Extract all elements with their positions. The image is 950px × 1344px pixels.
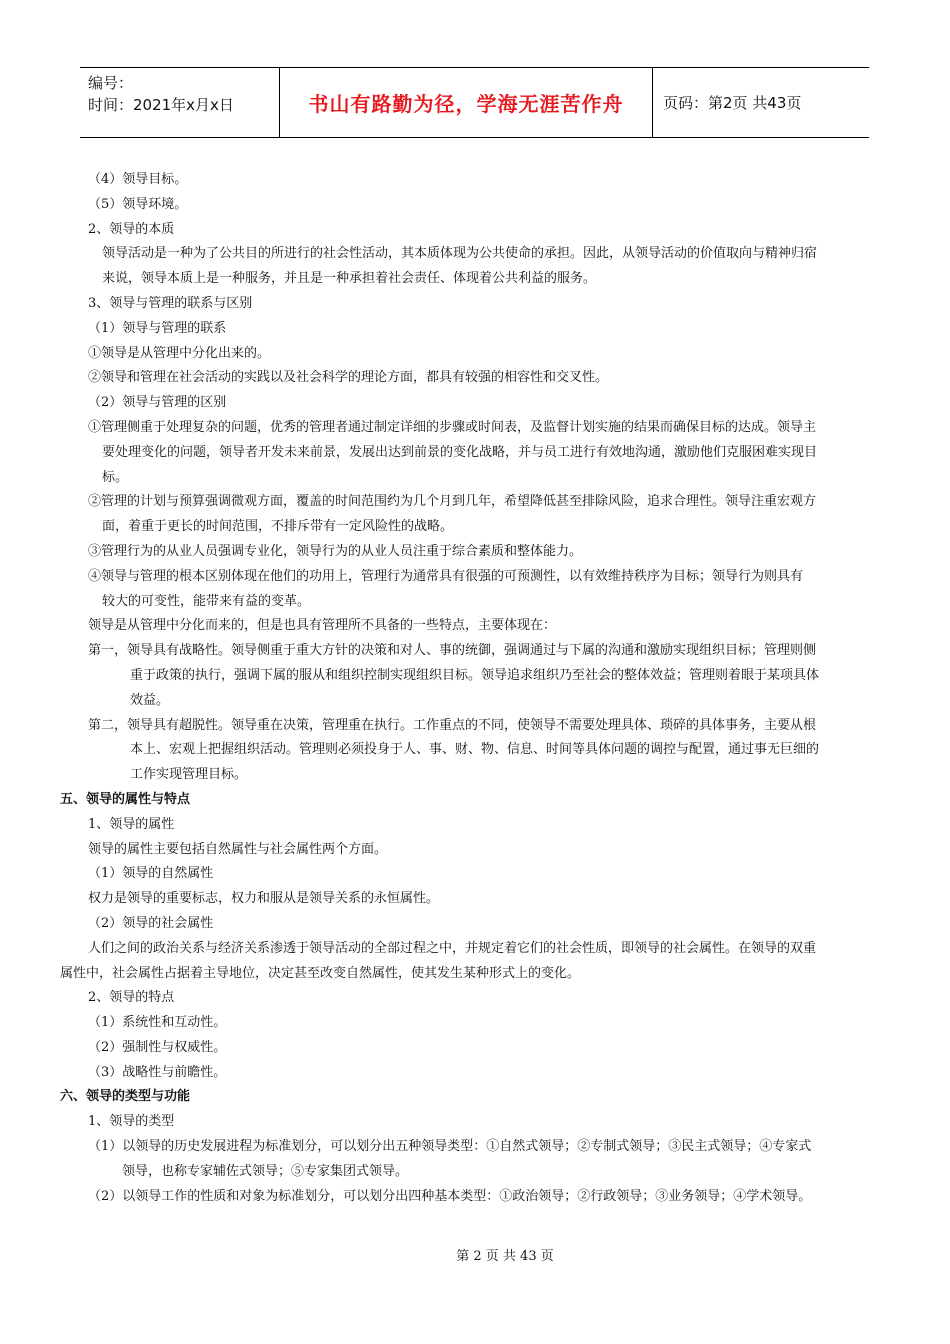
text-line: 标。 [102, 469, 129, 485]
text-line: （1）领导的自然属性 [88, 866, 214, 882]
text-line: 面，着重于更长的时间范围，不排斥带有一定风险性的战略。 [102, 519, 454, 535]
section-heading: 五、领导的属性与特点 [60, 791, 191, 807]
text-line: （2）以领导工作的性质和对象为标准划分，可以划分出四种基本类型：①政治领导；②行政领导；③业务领导；④学术领导。 [88, 1188, 812, 1204]
text-line: 要处理变化的问题，领导者开发未来前景，发展出达到前景的变化战略，并与员工进行有效地沟通，激励他们克服困难实现目 [102, 444, 818, 460]
page-footer: 第 2 页 共 43 页 [456, 1249, 554, 1264]
header-meta [80, 68, 280, 137]
text-line: 较大的可变性，能带来有益的变革。 [102, 593, 311, 609]
doc-code-label: 编号： [88, 74, 134, 92]
text-line: ②管理的计划与预算强调微观方面，覆盖的时间范围约为几个月到几年，希望降低甚至排除风险，追求合理性。领导注重宏观方 [88, 494, 817, 510]
doc-date-label: 时间：2021年x月x日 [88, 96, 234, 114]
text-line: 工作实现管理目标。 [130, 767, 248, 783]
text-line: （2）领导与管理的区别 [88, 395, 227, 411]
header-motto: 书山有路勤为径，学海无涯苦作舟 [280, 68, 653, 137]
text-line: 重于政策的执行，强调下属的服从和组织控制实现组织目标。领导追求组织乃至社会的整体效益；管理则着眼于某项具体 [130, 667, 820, 683]
header-page-number: 页码：第2页 共43页 [663, 94, 802, 112]
text-line: ④领导与管理的根本区别体现在他们的功用上，管理行为通常具有很强的可预测性，以有效维持秩序为目标；领导行为则具有 [88, 568, 804, 584]
text-line: 领导，也称专家辅佐式领导；⑤专家集团式领导。 [122, 1163, 409, 1179]
text-line: （5）领导环境。 [88, 196, 188, 212]
text-line: 领导活动是一种为了公共目的所进行的社会性活动，其本质体现为公共使命的承担。因此，从领导活动的价值取向与精神归宿 [102, 246, 818, 262]
text-line: （3）战略性与前瞻性。 [88, 1064, 227, 1080]
text-line: （1）领导与管理的联系 [88, 320, 227, 336]
text-line: 3、领导与管理的联系与区别 [88, 295, 253, 311]
text-line: 属性中，社会属性占据着主导地位，决定甚至改变自然属性，使其发生某种形式上的变化。 [60, 965, 581, 981]
document-body [60, 168, 892, 1209]
text-line: ②领导和管理在社会活动的实践以及社会科学的理论方面，都具有较强的相容性和交叉性。 [88, 370, 609, 386]
text-line: 领导的属性主要包括自然属性与社会属性两个方面。 [88, 841, 388, 857]
text-line: 2、领导的特点 [88, 990, 175, 1006]
text-line: （4）领导目标。 [88, 172, 188, 187]
text-line: 1、领导的类型 [88, 1114, 175, 1130]
text-line: 本上、宏观上把握组织活动。管理则必须投身于人、事、财、物、信息、时间等具体问题的调控与配置，通过事无巨细的 [130, 742, 820, 758]
text-line: 权力是领导的重要标志，权力和服从是领导关系的永恒属性。 [88, 891, 440, 907]
text-line: 1、领导的属性 [88, 816, 175, 832]
text-line: ①管理侧重于处理复杂的问题，优秀的管理者通过制定详细的步骤或时间表，及监督计划实施的结果而确保目标的达成。领导主 [88, 419, 817, 435]
text-line: 效益。 [130, 692, 170, 708]
text-line: 2、领导的本质 [88, 221, 175, 237]
text-line: 来说，领导本质上是一种服务，并且是一种承担着社会责任、体现着公共利益的服务。 [102, 271, 597, 287]
text-line: ①领导是从管理中分化出来的。 [88, 345, 271, 361]
section-heading: 六、领导的类型与功能 [60, 1089, 191, 1105]
text-line: （2）强制性与权威性。 [88, 1039, 227, 1055]
text-line: 领导是从管理中分化而来的，但是也具有管理所不具备的一些特点，主要体现在： [88, 618, 557, 634]
text-line: 第一，领导具有战略性。领导侧重于重大方针的决策和对人、事的统御，强调通过与下属的沟通和激励实现组织目标；管理则侧 [88, 643, 817, 659]
text-line: 人们之间的政治关系与经济关系渗透于领导活动的全部过程之中，并规定着它们的社会性质，即领导的社会属性。在领导的双重 [88, 940, 817, 956]
page-header [80, 67, 869, 138]
text-line: 第二，领导具有超脱性。领导重在决策，管理重在执行。工作重点的不同，使领导不需要处理具体、琐碎的具体事务，主要从根 [88, 717, 817, 733]
text-line: ③管理行为的从业人员强调专业化，领导行为的从业人员注重于综合素质和整体能力。 [88, 543, 583, 559]
text-line: （2）领导的社会属性 [88, 915, 214, 931]
text-line: （1）系统性和互动性。 [88, 1015, 227, 1031]
text-line: （1）以领导的历史发展进程为标准划分，可以划分出五种领导类型：①自然式领导；②专制式领导；③民主式领导；④专家式 [88, 1139, 812, 1155]
